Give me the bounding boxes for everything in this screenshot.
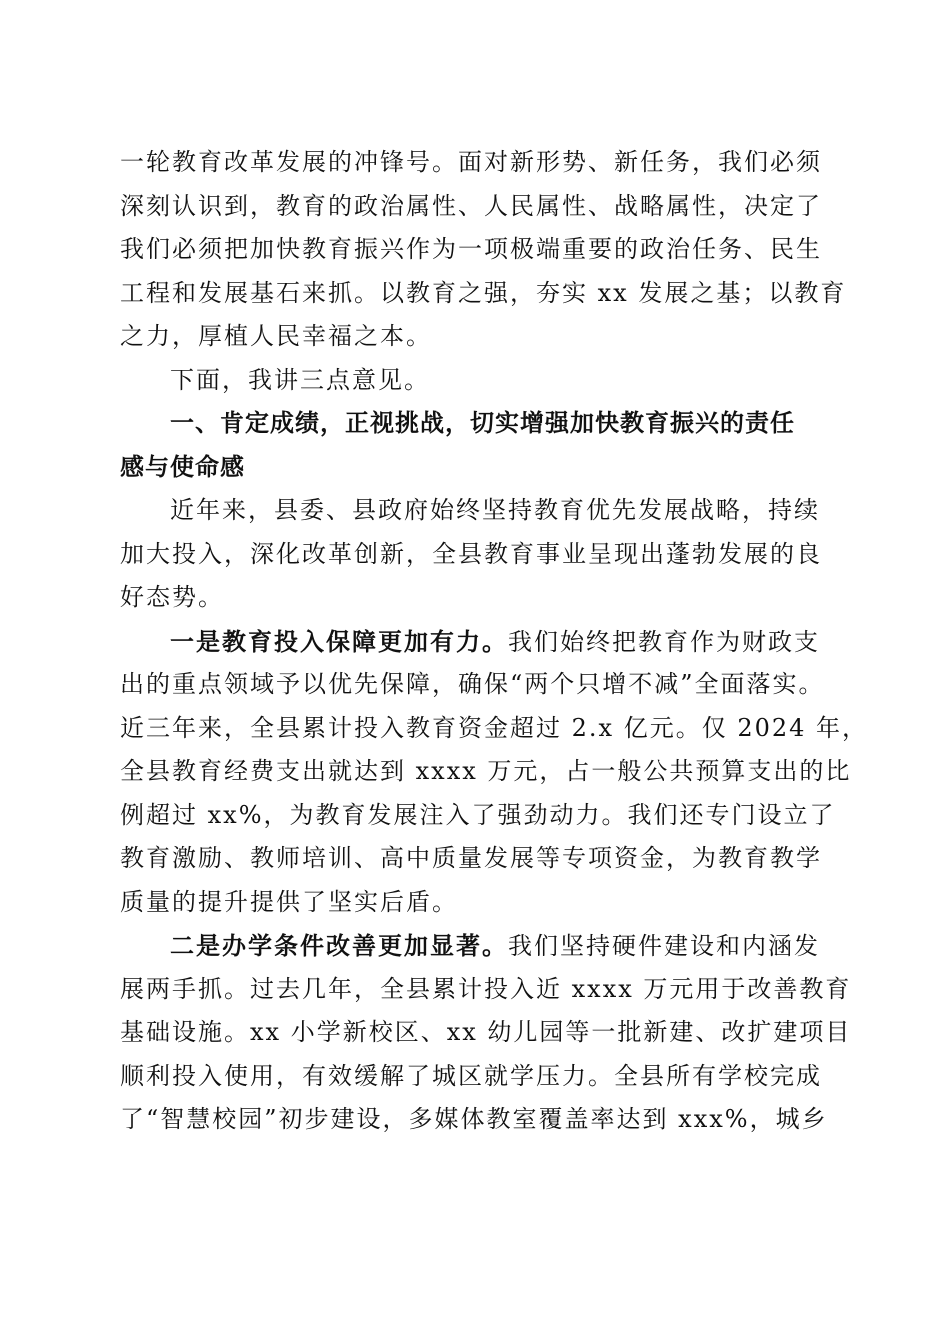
paragraph-line: 深刻认识到，教育的政治属性、人民属性、战略属性，决定了: [120, 191, 822, 220]
paragraph-line: 加大投入，深化改革创新，全县教育事业呈现出蓬勃发展的良: [120, 539, 822, 568]
section-heading-line: 一、肯定成绩，正视挑战，切实增强加快教育振兴的责任: [170, 409, 795, 437]
paragraph-line: [120, 620, 830, 664]
paragraph-line: 教育激励、教师培训、高中质量发展等专项资金，为教育教学: [120, 844, 822, 872]
point-one-lead: 一是教育投入保障更加有力。: [170, 626, 508, 656]
paragraph-line: 下面，我讲三点意见。: [170, 365, 430, 394]
point-one-text: 我们始终把教育作为财政支: [508, 627, 820, 656]
paragraph-line: 好态势。: [120, 583, 224, 611]
paragraph-line: 了“智慧校园”初步建设，多媒体教室覆盖率达到 xxx%，城乡: [120, 1105, 828, 1133]
paragraph-line: 出的重点领域予以优先保障，确保“两个只增不减”全面落实。: [120, 670, 825, 698]
paragraph-line: 例超过 xx%，为教育发展注入了强劲动力。我们还专门设立了: [120, 800, 836, 829]
paragraph-line: 近三年来，全县累计投入教育资金超过 2.x 亿元。仅 2024 年，: [120, 713, 869, 742]
paragraph-line: 全县教育经费支出就达到 xxxx 万元，占一般公共预算支出的比: [120, 757, 852, 785]
point-two-text: 我们坚持硬件建设和内涵发: [508, 932, 820, 960]
paragraph-line: 之力，厚植人民幸福之本。: [120, 322, 432, 350]
paragraph-line: 我们必须把加快教育振兴作为一项极端重要的政治任务、民生: [120, 235, 822, 263]
paragraph-line: [120, 924, 830, 968]
point-two-lead: 二是办学条件改善更加显著。: [170, 931, 508, 960]
paragraph-line: 展两手抓。过去几年，全县累计投入近 xxxx 万元用于改善教育: [120, 974, 852, 1003]
paragraph-line: 顺利投入使用，有效缓解了城区就学压力。全县所有学校完成: [120, 1061, 822, 1090]
document-body: [120, 141, 869, 1142]
paragraph-line: 基础设施。xx 小学新校区、xx 幼儿园等一批新建、改扩建项目: [120, 1018, 852, 1046]
section-heading-line: 感与使命感: [120, 452, 245, 481]
paragraph-line: 近年来，县委、县政府始终坚持教育优先发展战略，持续: [170, 496, 820, 524]
paragraph-line: 一轮教育改革发展的冲锋号。面对新形势、新任务，我们必须: [120, 148, 822, 176]
paragraph-line: 工程和发展基石来抓。以教育之强，夯实 xx 发展之基；以教育: [120, 278, 847, 307]
paragraph-line: 质量的提升提供了坚实后盾。: [120, 887, 458, 916]
